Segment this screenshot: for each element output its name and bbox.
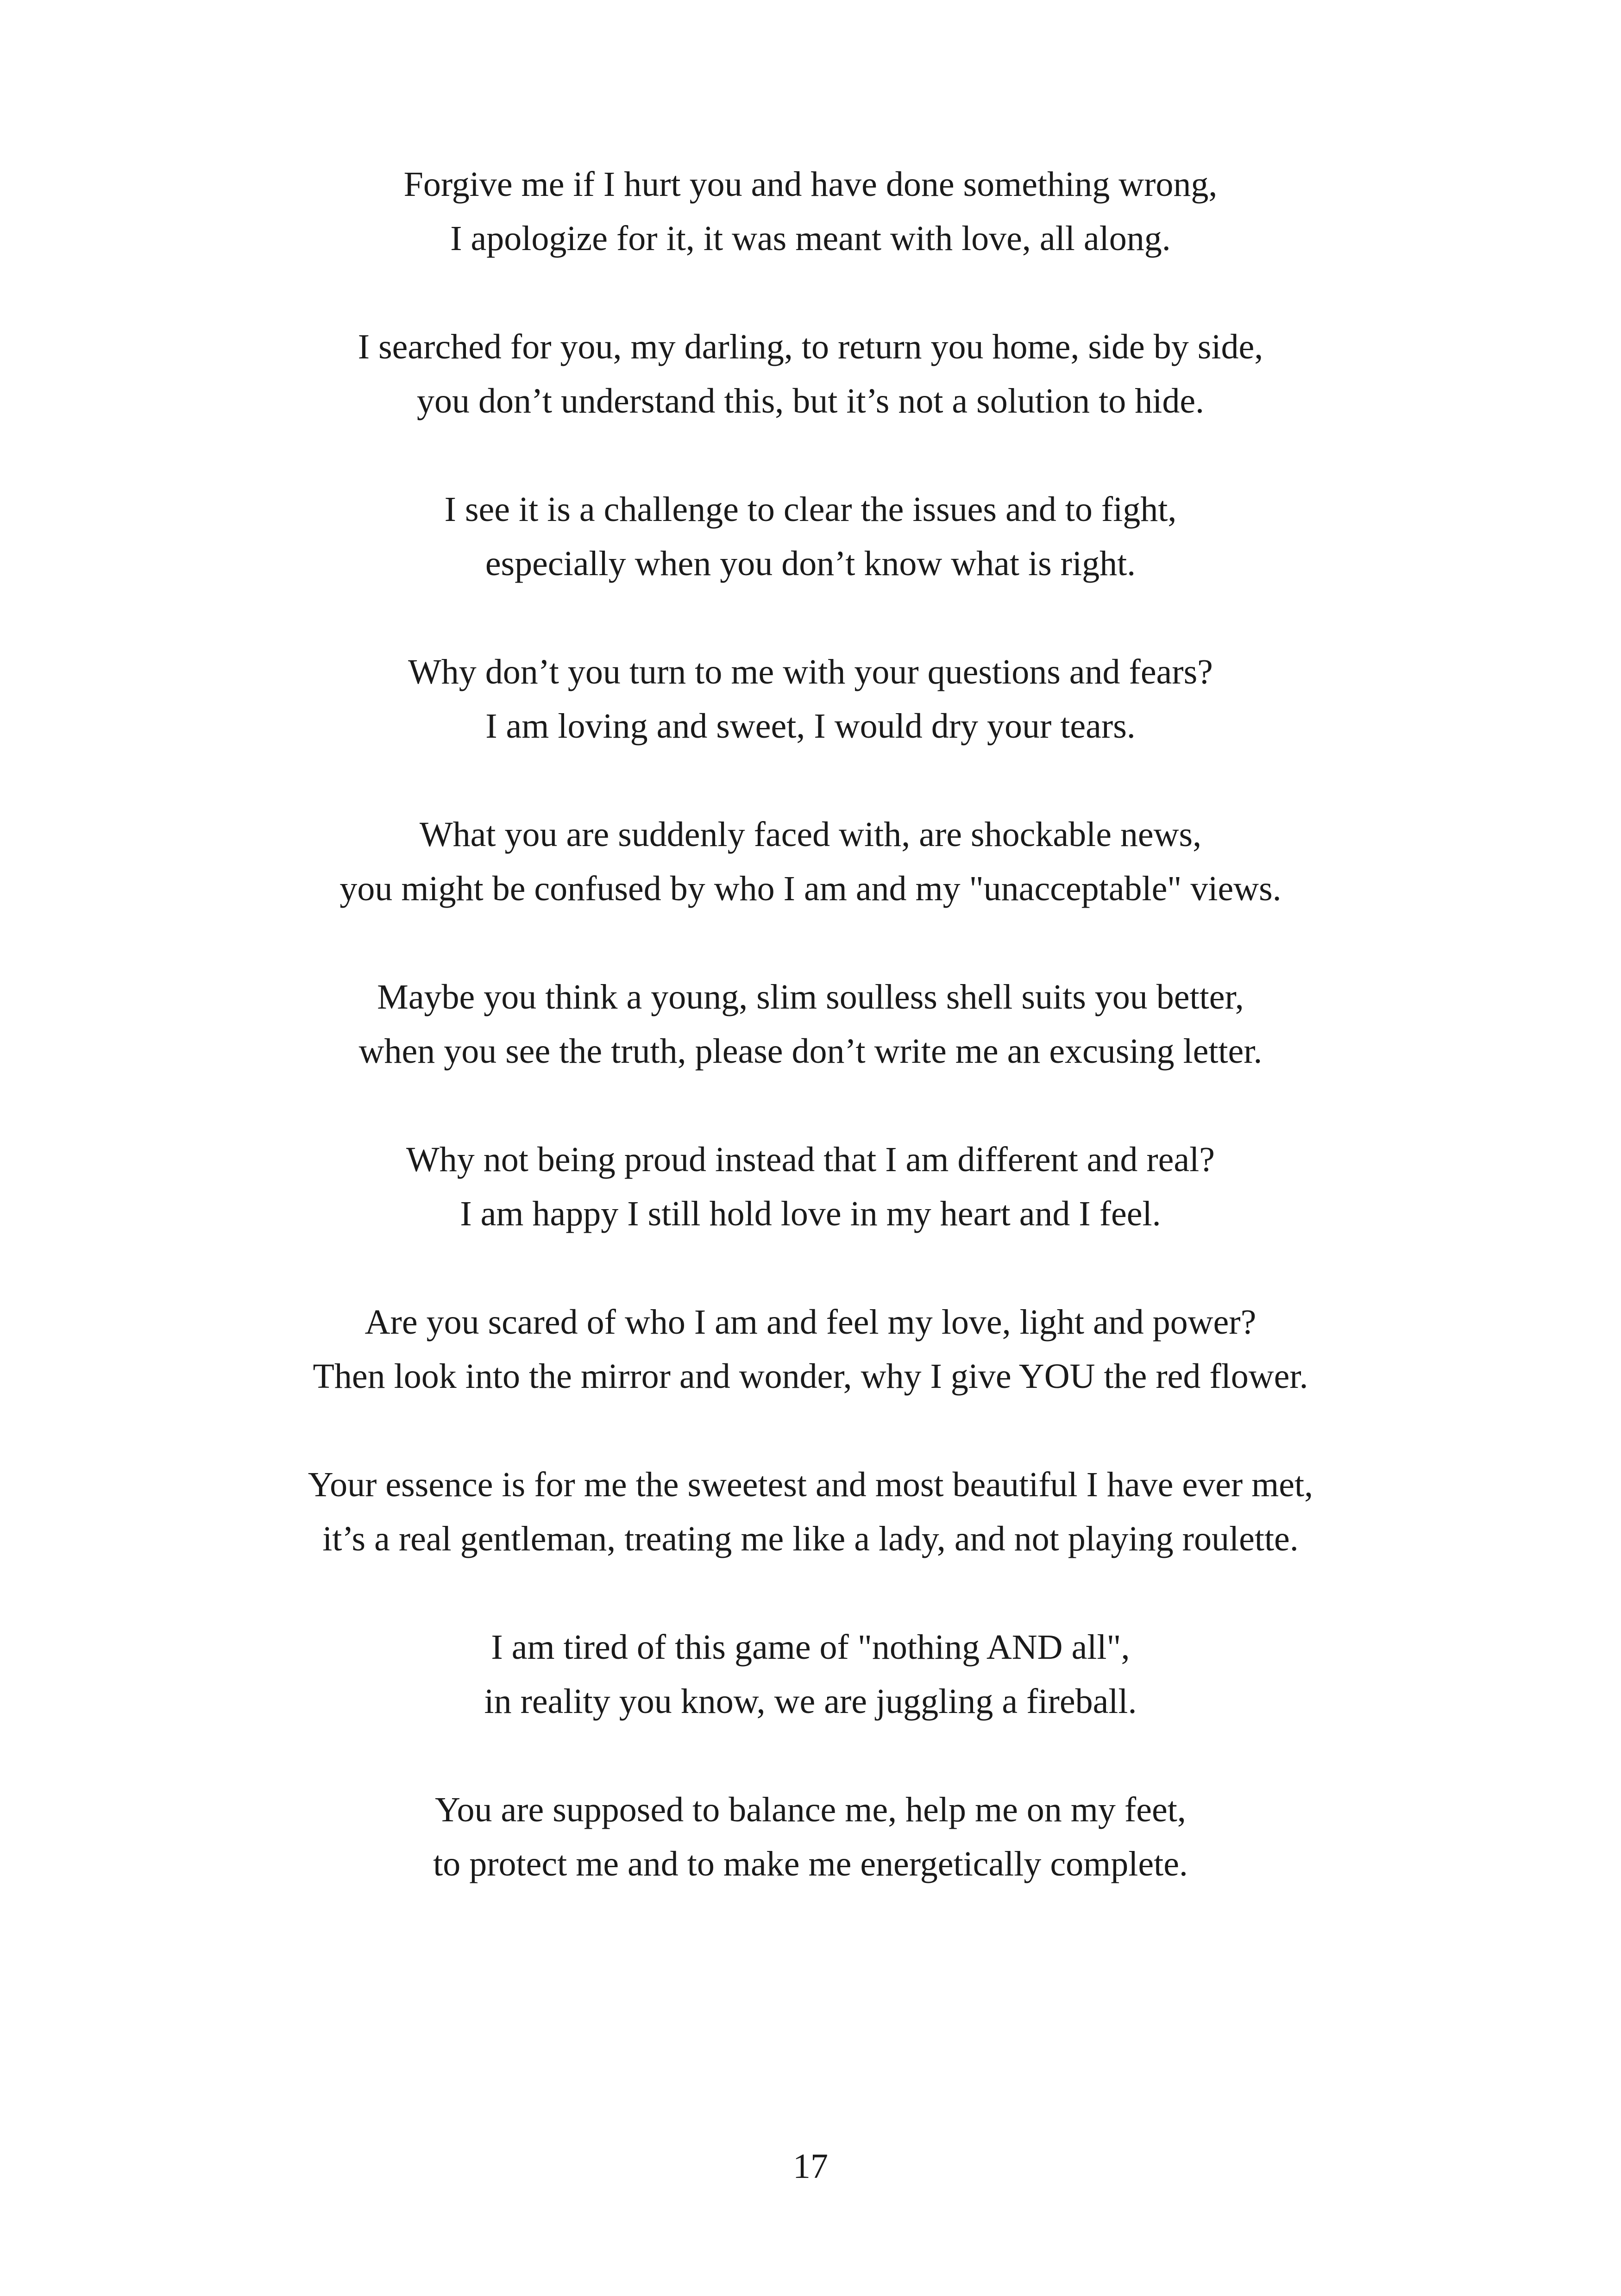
poem <box>0 157 1621 1891</box>
stanza-9 <box>0 1458 1621 1566</box>
poem-line: I apologize for it, it was meant with love, all along. <box>450 219 1171 258</box>
stanza-11 <box>0 1783 1621 1891</box>
poem-line: in reality you know, we are juggling a fireball. <box>484 1682 1137 1721</box>
poem-line: What you are suddenly faced with, are shockable news, <box>419 815 1202 854</box>
poem-line: Forgive me if I hurt you and have done something wrong, <box>403 165 1218 204</box>
stanza-7 <box>0 1133 1621 1241</box>
stanza-8 <box>0 1295 1621 1404</box>
poem-line: when you see the truth, please don’t write me an excusing letter. <box>358 1032 1263 1071</box>
stanza-4 <box>0 645 1621 753</box>
poem-line: You are supposed to balance me, help me on my feet, <box>435 1790 1186 1829</box>
poem-line: especially when you don’t know what is right. <box>485 544 1136 583</box>
stanza-6 <box>0 970 1621 1079</box>
poem-line: I searched for you, my darling, to return you home, side by side, <box>358 327 1263 366</box>
poem-line: Your essence is for me the sweetest and most beautiful I have ever met, <box>308 1465 1313 1504</box>
poem-line: Then look into the mirror and wonder, why I give YOU the red flower. <box>313 1357 1308 1396</box>
poem-line: Why not being proud instead that I am different and real? <box>406 1140 1215 1179</box>
poem-line: Are you scared of who I am and feel my love, light and power? <box>364 1303 1257 1342</box>
stanza-1 <box>0 157 1621 266</box>
poem-line: it’s a real gentleman, treating me like a lady, and not playing roulette. <box>322 1519 1299 1558</box>
stanza-5 <box>0 808 1621 916</box>
poem-line: I am tired of this game of "nothing AND all", <box>491 1628 1130 1667</box>
poem-line: you might be confused by who I am and my "unacceptable" views. <box>339 869 1282 908</box>
poem-line: I am loving and sweet, I would dry your tears. <box>485 707 1136 746</box>
poem-line: Why don’t you turn to me with your questions and fears? <box>408 652 1213 691</box>
poem-line: I am happy I still hold love in my heart and I feel. <box>460 1194 1161 1233</box>
page-number: 17 <box>793 2147 828 2186</box>
poem-line: I see it is a challenge to clear the issues and to fight, <box>444 490 1177 529</box>
poem-line: you don’t understand this, but it’s not a solution to hide. <box>416 382 1205 420</box>
stanza-2 <box>0 320 1621 428</box>
poem-line: Maybe you think a young, slim soulless shell suits you better, <box>377 978 1244 1016</box>
poem-line: to protect me and to make me energetically complete. <box>433 1844 1188 1883</box>
stanza-3 <box>0 483 1621 591</box>
stanza-10 <box>0 1620 1621 1729</box>
